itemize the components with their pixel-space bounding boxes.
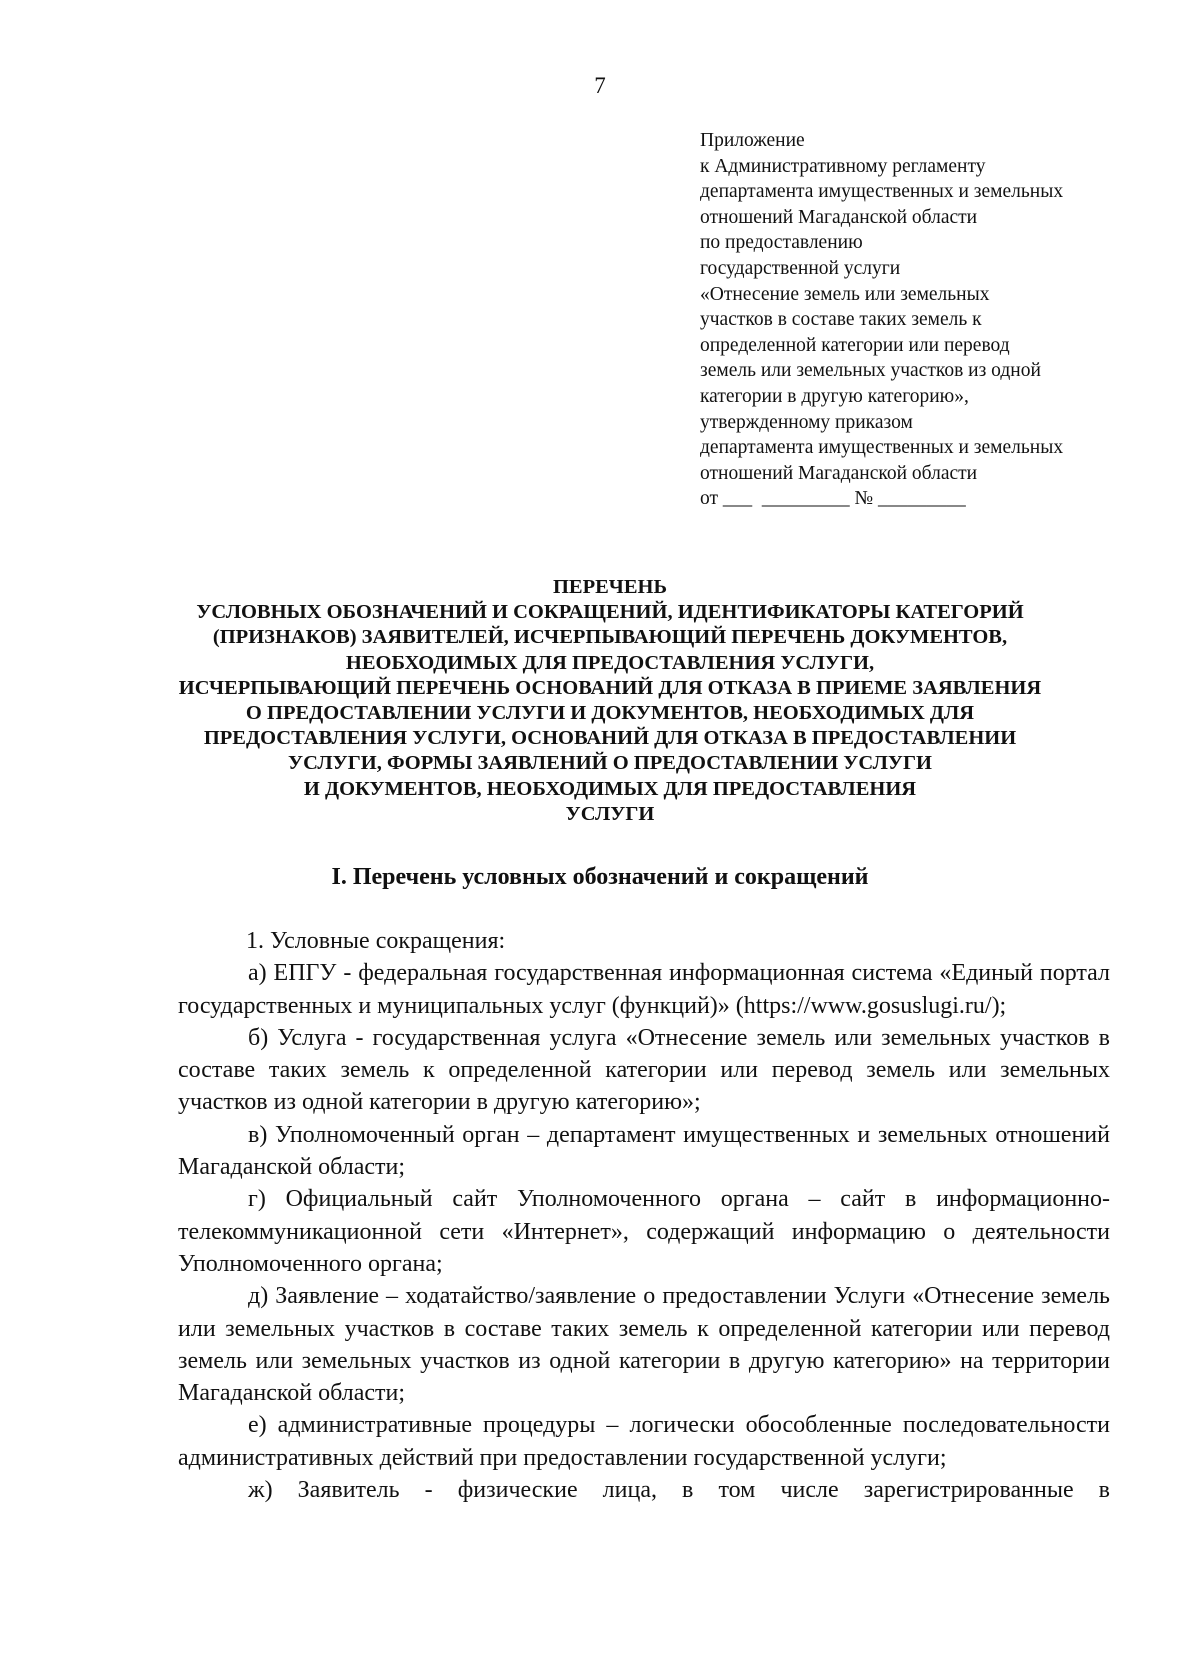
title-line: ИСЧЕРПЫВАЮЩИЙ ПЕРЕЧЕНЬ ОСНОВАНИЙ ДЛЯ ОТКАЗА В ПРИЕМЕ ЗАЯВЛЕНИЯ	[178, 676, 1042, 699]
appendix-line: земель или земельных участков из одной	[700, 360, 1041, 382]
paragraph-zh: ж) Заявитель - физические лица, в том числе зарегистрированные в	[248, 1477, 1110, 1504]
paragraph-abbreviations-intro: 1. Условные сокращения:	[246, 928, 506, 954]
appendix-line: определенной категории или перевод	[700, 334, 1010, 356]
title-line: УСЛУГИ	[565, 802, 655, 825]
appendix-line: государственной услуги	[700, 257, 901, 279]
appendix-line: утвержденному приказом	[700, 411, 913, 433]
appendix-block	[700, 128, 1170, 512]
appendix-line: департамента имущественных и земельных	[700, 181, 1064, 203]
appendix-line: отношений Магаданской области	[700, 462, 978, 484]
paragraph-v: в) Уполномоченный орган – департамент имущественных и земельных отношений Магаданской области;	[178, 1121, 1110, 1181]
paragraph-d: д) Заявление – ходатайство/заявление о предоставлении Услуги «Отнесение земель или земельных участков в составе таких земель к определенной категории или перевод земель или земельных участков из одной категории в другую категорию» на территории Магаданской области;	[178, 1283, 1110, 1407]
appendix-date-number-line: от ___ _________ № _________	[700, 488, 966, 510]
appendix-line: категории в другую категорию»,	[700, 385, 969, 407]
appendix-line: Приложение	[700, 130, 805, 151]
document-title	[150, 575, 1070, 827]
appendix-line: департамента имущественных и земельных	[700, 437, 1064, 459]
appendix-line: отношений Магаданской области	[700, 206, 978, 228]
paragraph-a: а) ЕПГУ - федеральная государственная информационная система «Единый портал государственных и муниципальных услуг (функций)» (https://www.gosuslugi.ru/);	[178, 960, 1110, 1019]
title-line: НЕОБХОДИМЫХ ДЛЯ ПРЕДОСТАВЛЕНИЯ УСЛУГИ,	[345, 651, 875, 674]
title-line: ПРЕДОСТАВЛЕНИЯ УСЛУГИ, ОСНОВАНИЙ ДЛЯ ОТКАЗА В ПРЕДОСТАВЛЕНИИ	[203, 727, 1017, 750]
paragraph-b: б) Услуга - государственная услуга «Отнесение земель или земельных участков в составе таких земель к определенной категории или перевод земель или земельных участков из одной категории в другую категорию»;	[178, 1024, 1110, 1116]
title-line: И ДОКУМЕНТОВ, НЕОБХОДИМЫХ ДЛЯ ПРЕДОСТАВЛЕНИЯ	[303, 777, 917, 800]
appendix-line: по предоставлению	[700, 232, 863, 254]
title-line: УСЛУГИ, ФОРМЫ ЗАЯВЛЕНИЙ О ПРЕДОСТАВЛЕНИИ УСЛУГИ	[288, 752, 932, 775]
title-line: (ПРИЗНАКОВ) ЗАЯВИТЕЛЕЙ, ИСЧЕРПЫВАЮЩИЙ ПЕРЕЧЕНЬ ДОКУМЕНТОВ,	[212, 626, 1008, 649]
paragraph-e: е) административные процедуры – логически обособленные последовательности административных действий при предоставлении государственной услуги;	[178, 1412, 1110, 1471]
body-text	[178, 925, 1110, 1506]
section-heading: I. Перечень условных обозначений и сокращений	[331, 864, 869, 890]
paragraph-g: г) Официальный сайт Уполномоченного органа – сайт в информационно-телекоммуникационной сети «Интернет», содержащий информацию о деятельности Уполномоченного органа;	[178, 1186, 1110, 1277]
title-line: УСЛОВНЫХ ОБОЗНАЧЕНИЙ И СОКРАЩЕНИЙ, ИДЕНТИФИКАТОРЫ КАТЕГОРИЙ	[196, 601, 1024, 624]
title-line: ПЕРЕЧЕНЬ	[552, 576, 668, 598]
appendix-line: к Административному регламенту	[700, 155, 986, 177]
appendix-line: участков в составе таких земель к	[700, 309, 982, 331]
appendix-line: «Отнесение земель или земельных	[700, 283, 990, 305]
title-line: О ПРЕДОСТАВЛЕНИИ УСЛУГИ И ДОКУМЕНТОВ, НЕОБХОДИМЫХ ДЛЯ	[245, 702, 975, 725]
page-number: 7	[594, 73, 606, 98]
